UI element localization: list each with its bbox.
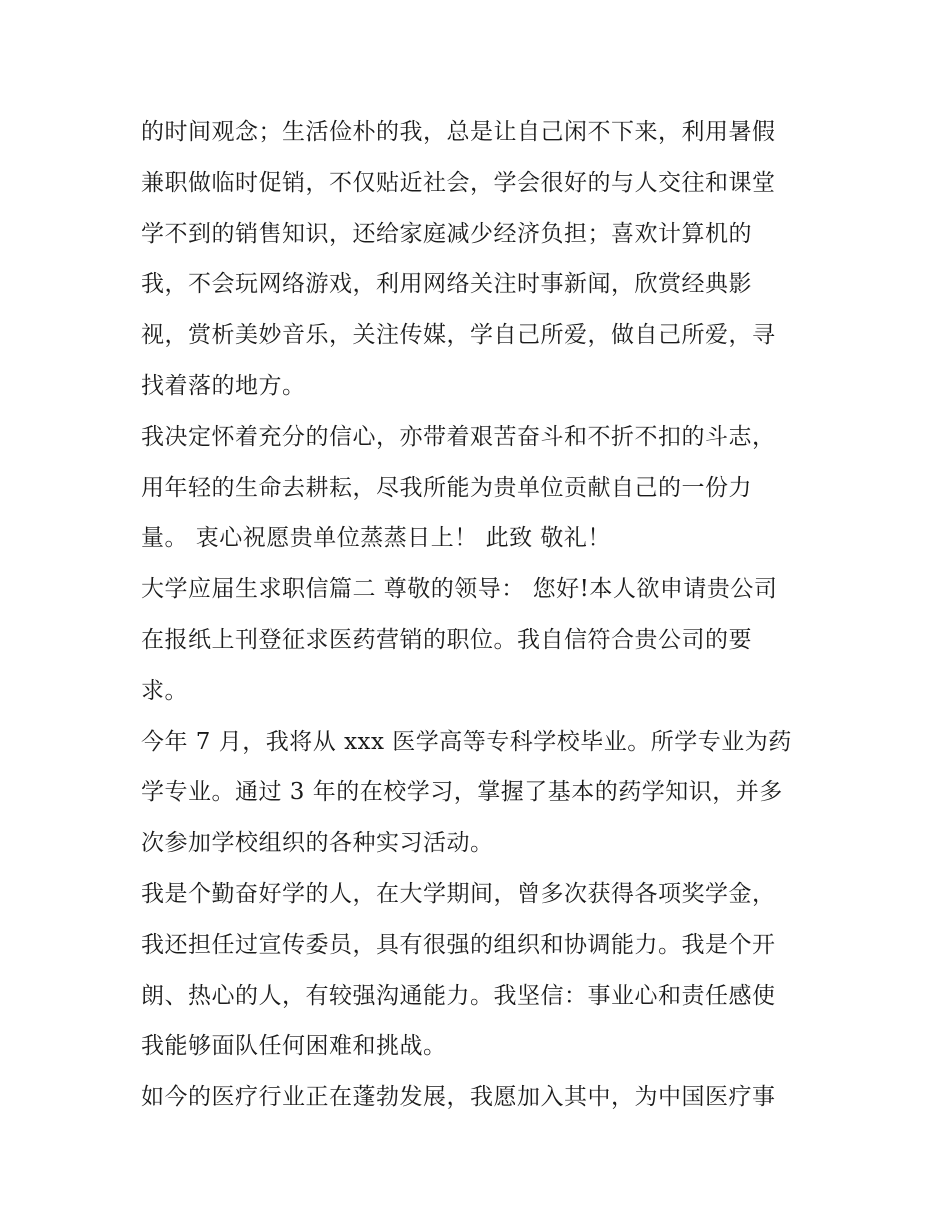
body-text <box>141 107 821 1123</box>
text-line: 用年轻的生命去耕耘，尽我所能为贵单位贡献自己的一份力 <box>141 474 752 501</box>
text-line: 学不到的销售知识，还给家庭减少经济负担；喜欢计算机的 <box>141 220 752 247</box>
text-line: 学专业。通过 3 年的在校学习，掌握了基本的药学知识，并多 <box>141 779 783 806</box>
text-line: 求。 <box>141 677 188 704</box>
text-line: 我，不会玩网络游戏，利用网络关注时事新闻，欣赏经典影 <box>141 271 752 298</box>
text-line: 如今的医疗行业正在蓬勃发展，我愿加入其中，为中国医疗事 <box>141 1084 776 1111</box>
text-line: 兼职做临时促销，不仅贴近社会，学会很好的与人交往和课堂 <box>141 169 776 196</box>
text-line: 大学应届生求职信篇二 尊敬的领导： 您好!本人欲申请贵公司 <box>141 576 778 603</box>
text-line: 我能够面队任何困难和挑战。 <box>141 1033 447 1060</box>
text-line: 次参加学校组织的各种实习活动。 <box>141 830 494 857</box>
text-line: 找着落的地方。 <box>141 372 306 399</box>
text-line: 今年 7 月，我将从 xxx 医学高等专科学校毕业。所学专业为药 <box>141 728 792 755</box>
text-line: 朗、热心的人，有较强沟通能力。我坚信：事业心和责任感使 <box>141 982 776 1009</box>
text-line: 我是个勤奋好学的人，在大学期间，曾多次获得各项奖学金， <box>141 880 776 907</box>
text-line: 的时间观念；生活俭朴的我，总是让自己闲不下来，利用暑假 <box>141 119 776 145</box>
text-line: 我还担任过宣传委员，具有很强的组织和协调能力。我是个开 <box>141 931 776 958</box>
text-line: 我决定怀着充分的信心，亦带着艰苦奋斗和不折不扣的斗志， <box>141 423 776 450</box>
text-line: 量。 衷心祝愿贵单位蒸蒸日上！ 此致 敬礼！ <box>141 525 611 552</box>
text-line: 视，赏析美妙音乐，关注传媒，学自己所爱，做自己所爱，寻 <box>141 322 776 349</box>
text-line: 在报纸上刊登征求医药营销的职位。我自信符合贵公司的要 <box>141 626 752 653</box>
